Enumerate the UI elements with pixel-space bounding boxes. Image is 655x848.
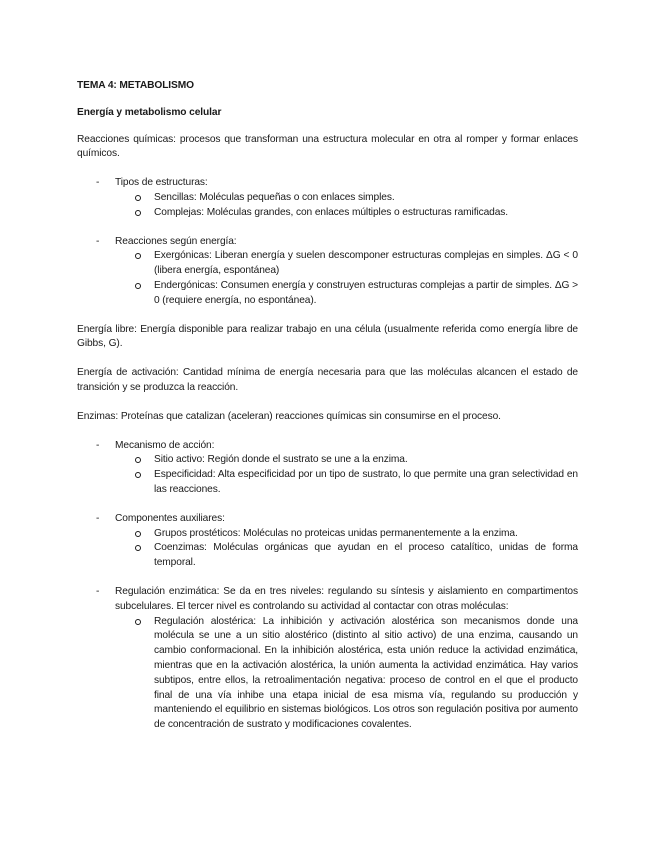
- circle-bullet-icon: [135, 253, 141, 259]
- list-reacciones-energia: [77, 235, 578, 309]
- circle-bullet-icon: [135, 457, 141, 463]
- sublist-text: Especificidad: Alta especificidad por un tipo de sustrato, lo que permite una gran selectividad en las reacciones.: [154, 469, 578, 495]
- sublist-text: Grupos prostéticos: Moléculas no proteicas unidas permanentemente a la enzima.: [154, 527, 518, 539]
- document-content: [77, 79, 578, 747]
- sublist-item: [115, 468, 578, 498]
- dash-bullet: -: [96, 439, 100, 451]
- sublist: [115, 527, 578, 571]
- paragraph-energia-activacion: Energía de activación: Cantidad mínima de energía necesaria para que las moléculas alcancen el estado de transición y se produzca la reacción.: [77, 367, 578, 393]
- sublist-text: Regulación alostérica: La inhibición y activación alostérica son mecanismos donde una molécula se une a un sitio alostérico (distinto al sitio activo) de una enzima, causando un cambio conformacional. En la inhibición alostérica, esta unión reduce la actividad enzimática, mientras que en la activación alostérica, la unión aumenta la actividad enzimática. Hay varios subtipos, entre ellos, la retroalimentación negativa: proceso de control en el que el producto final de una vía inhibe una etapa inicial de esa misma vía, regulando su producción y manteniendo el equilibrio en sistemas biológicos. Los otros son regulación positiva por aumento de concentración de sustrato y modificaciones covalentes.: [154, 615, 578, 731]
- circle-bullet-icon: [135, 545, 141, 551]
- list-label: Mecanismo de acción:: [115, 439, 215, 451]
- circle-bullet-icon: [135, 195, 141, 201]
- sublist-text: Complejas: Moléculas grandes, con enlaces múltiples o estructuras ramificadas.: [154, 206, 509, 218]
- list-regulacion: [77, 585, 578, 733]
- sublist: [115, 453, 578, 497]
- paragraph-enzimas: Enzimas: Proteínas que catalizan (aceleran) reacciones químicas sin consumirse en el proceso.: [77, 410, 501, 422]
- sublist: [115, 191, 578, 221]
- sublist-text: Sitio activo: Región donde el sustrato se une a la enzima.: [154, 454, 408, 466]
- circle-bullet-icon: [135, 472, 141, 478]
- dash-bullet: -: [96, 585, 100, 597]
- circle-bullet-icon: [135, 531, 141, 537]
- list-item: [77, 585, 578, 733]
- circle-bullet-icon: [135, 619, 141, 625]
- paragraph-reacciones-quimicas: Reacciones químicas: procesos que transforman una estructura molecular en otra al romper y formar enlaces químicos.: [77, 133, 578, 160]
- list-mecanismo: [77, 439, 578, 498]
- sublist-item: [115, 279, 578, 309]
- dash-bullet: -: [96, 177, 100, 189]
- list-item: [77, 235, 578, 309]
- list-componentes: [77, 512, 578, 571]
- list-item: [77, 439, 578, 498]
- sublist-text: Sencillas: Moléculas pequeñas o con enlaces simples.: [154, 191, 395, 203]
- circle-bullet-icon: [135, 283, 141, 289]
- sublist-item: [115, 541, 578, 571]
- sublist-item: [115, 249, 578, 279]
- list-tipos: [77, 176, 578, 220]
- list-item: [77, 512, 578, 571]
- sublist-text: Endergónicas: Consumen energía y construyen estructuras complejas a partir de simples. ΔG > 0 (requiere energía, no espontánea).: [154, 279, 578, 306]
- dash-bullet: -: [96, 512, 100, 524]
- sublist: [115, 615, 578, 733]
- list-label: Componentes auxiliares:: [115, 512, 225, 524]
- document-title: TEMA 4: METABOLISMO: [77, 80, 194, 91]
- paragraph-energia-libre: Energía libre: Energía disponible para realizar trabajo en una célula (usualmente referida como energía libre de Gibbs, G).: [77, 323, 578, 350]
- sublist-item: [115, 615, 578, 733]
- list-label: Tipos de estructuras:: [115, 177, 208, 189]
- sublist-item: [115, 206, 578, 221]
- list-label: Regulación enzimática: Se da en tres niveles: regulando su síntesis y aislamiento en compartimentos subcelulares. El tercer nivel es controlando su actividad al contactar con otras moléculas:: [115, 585, 578, 612]
- section-subtitle: Energía y metabolismo celular: [77, 106, 222, 118]
- sublist-text: Exergónicas: Liberan energía y suelen descomponer estructuras complejas en simples. ΔG < 0 (libera energía, espontánea): [154, 250, 578, 277]
- dash-bullet: -: [96, 235, 100, 247]
- sublist: [115, 249, 578, 308]
- list-label: Reacciones según energía:: [115, 235, 237, 247]
- sublist-item: [115, 527, 578, 542]
- list-item: [77, 176, 578, 220]
- sublist-text: Coenzimas: Moléculas orgánicas que ayudan en el proceso catalítico, unidas de forma temporal.: [154, 542, 578, 569]
- sublist-item: [115, 191, 578, 206]
- circle-bullet-icon: [135, 210, 141, 216]
- sublist-item: [115, 453, 578, 468]
